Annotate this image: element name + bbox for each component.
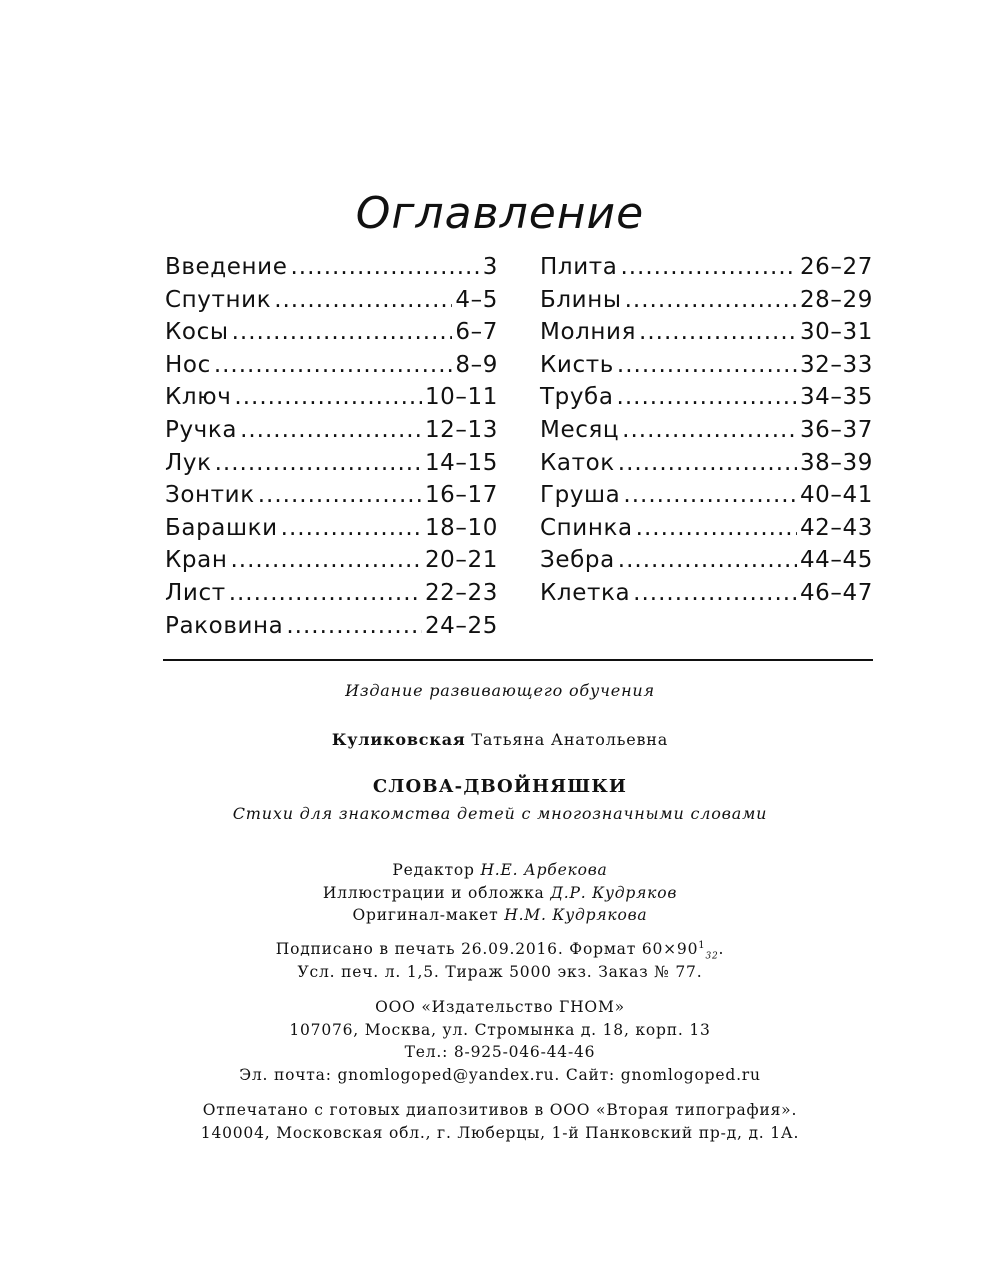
toc-entry-pages: 36–37 bbox=[799, 416, 873, 443]
toc-entry-label: Труба bbox=[540, 384, 614, 411]
toc-entry-label: Раковина bbox=[165, 612, 284, 639]
toc-dot-leader bbox=[639, 319, 797, 345]
book-subtitle: Стихи для знакомства детей с многозначными словами bbox=[232, 804, 768, 823]
toc-entry-pages: 8–9 bbox=[455, 351, 498, 378]
publisher-email-site: Эл. почта: gnomlogoped@yandex.ru. Сайт: gnomlogoped.ru bbox=[239, 1066, 761, 1084]
toc-entry-label: Нос bbox=[165, 351, 211, 378]
toc-entry-label: Лист bbox=[165, 579, 226, 606]
format-sup: 1 bbox=[698, 940, 706, 951]
divider-line bbox=[163, 659, 873, 661]
toc-entry-label: Кран bbox=[165, 547, 228, 574]
toc-entry-label: Введение bbox=[165, 254, 288, 280]
format-end: . bbox=[718, 940, 725, 959]
toc-dot-leader bbox=[623, 482, 797, 508]
toc-entry bbox=[540, 384, 873, 417]
toc-entry-pages: 42–43 bbox=[799, 514, 873, 541]
toc-entry bbox=[540, 482, 873, 515]
series-label: Издание развивающего обучения bbox=[345, 681, 655, 700]
editor-name: Н.Е. Арбекова bbox=[480, 861, 608, 879]
book-title: СЛОВА-ДВОЙНЯШКИ bbox=[372, 776, 628, 797]
toc-entry-label: Каток bbox=[540, 449, 615, 476]
toc-dot-leader bbox=[240, 417, 422, 443]
toc-entry-label: Лук bbox=[165, 449, 212, 476]
toc-dot-leader bbox=[625, 287, 797, 313]
toc-entry bbox=[165, 482, 498, 515]
toc-entry bbox=[165, 352, 498, 385]
toc-entry-label: Зебра bbox=[540, 547, 615, 574]
toc-entry bbox=[540, 319, 873, 352]
toc-dot-leader bbox=[290, 254, 479, 280]
toc-entry-pages: 16–17 bbox=[424, 482, 498, 509]
toc-entry bbox=[540, 547, 873, 580]
toc-entry-pages: 46–47 bbox=[799, 579, 873, 606]
printed-by: Отпечатано с готовых диапозитивов в ООО «Вторая типография». bbox=[202, 1101, 798, 1119]
toc-dot-leader bbox=[620, 254, 797, 280]
toc-dot-leader bbox=[214, 352, 453, 378]
signed-text: Подписано в печать 26.09.2016. Формат 60×90 bbox=[275, 940, 699, 959]
toc-entry bbox=[540, 515, 873, 548]
toc-entry-pages: 34–35 bbox=[799, 384, 873, 411]
toc-entry-pages: 24–25 bbox=[424, 612, 498, 639]
toc-entry-pages: 20–21 bbox=[424, 547, 498, 574]
toc-entry bbox=[165, 613, 498, 646]
toc-dot-leader bbox=[636, 515, 797, 541]
toc-dot-leader bbox=[274, 287, 452, 313]
toc-entry-pages: 22–23 bbox=[424, 579, 498, 606]
toc-entry-label: Клетка bbox=[540, 579, 631, 606]
print-line: Усл. печ. л. 1,5. Тираж 5000 экз. Заказ № 77. bbox=[297, 963, 703, 981]
illustrator-line bbox=[0, 884, 1000, 902]
toc-entry bbox=[540, 580, 873, 613]
illustrator-role: Иллюстрации и обложка bbox=[322, 884, 545, 902]
toc-dot-leader bbox=[617, 384, 797, 410]
toc-dot-leader bbox=[633, 580, 797, 606]
toc-entry-label: Зонтик bbox=[165, 482, 255, 509]
toc-entry-pages: 18–10 bbox=[424, 514, 498, 541]
editor-line bbox=[0, 861, 1000, 879]
author-name: Татьяна Анатольевна bbox=[471, 730, 669, 749]
toc-entry-pages: 28–29 bbox=[799, 286, 873, 313]
format-sub: 32 bbox=[705, 951, 719, 962]
toc-entry-label: Месяц bbox=[540, 416, 620, 443]
toc-entry bbox=[540, 450, 873, 483]
toc-entry bbox=[540, 417, 873, 450]
toc-dot-leader bbox=[232, 319, 453, 345]
toc-entry-pages: 12–13 bbox=[424, 416, 498, 443]
toc-entry-pages: 4–5 bbox=[455, 286, 498, 313]
toc-entry bbox=[165, 254, 498, 287]
toc-entry bbox=[165, 515, 498, 548]
toc-dot-leader bbox=[617, 352, 797, 378]
toc-dot-leader bbox=[286, 613, 422, 639]
toc-entry bbox=[165, 580, 498, 613]
toc-column-left bbox=[165, 254, 498, 645]
toc-entry-label: Ключ bbox=[165, 384, 232, 411]
toc-entry bbox=[165, 384, 498, 417]
toc-entry-label: Ручка bbox=[165, 416, 238, 443]
toc-entry-label: Груша bbox=[540, 482, 621, 509]
toc-column-right bbox=[540, 254, 873, 613]
toc-entry-label: Барашки bbox=[165, 514, 278, 541]
toc-entry-pages: 32–33 bbox=[799, 351, 873, 378]
toc-dot-leader bbox=[230, 547, 421, 573]
toc-entry-pages: 38–39 bbox=[799, 449, 873, 476]
illustrator-name: Д.Р. Кудряков bbox=[550, 884, 678, 902]
toc-dot-leader bbox=[258, 482, 422, 508]
toc-entry-label: Молния bbox=[540, 319, 637, 346]
toc-entry bbox=[165, 287, 498, 320]
toc-entry-label: Плита bbox=[540, 254, 618, 280]
toc-dot-leader bbox=[622, 417, 797, 443]
layout-name: Н.М. Кудрякова bbox=[504, 906, 648, 924]
toc-dot-leader bbox=[229, 580, 422, 606]
toc-entry-label: Блины bbox=[540, 286, 622, 313]
toc-entry-label: Косы bbox=[165, 319, 229, 346]
editor-role: Редактор bbox=[392, 861, 475, 879]
toc-dot-leader bbox=[215, 450, 422, 476]
toc-entry bbox=[165, 417, 498, 450]
toc-entry-pages: 10–11 bbox=[424, 384, 498, 411]
toc-entry-pages: 40–41 bbox=[799, 482, 873, 509]
author-surname: Куликовская bbox=[331, 730, 466, 749]
toc-entry-pages: 6–7 bbox=[455, 319, 498, 346]
toc-entry-pages: 30–31 bbox=[799, 319, 873, 346]
toc-entry-pages: 3 bbox=[482, 254, 498, 280]
publisher-name: ООО «Издательство ГНОМ» bbox=[375, 998, 625, 1016]
printer-address: 140004, Московская обл., г. Люберцы, 1-й Панковский пр-д, д. 1А. bbox=[200, 1124, 800, 1142]
toc-entry bbox=[165, 319, 498, 352]
toc-entry bbox=[165, 547, 498, 580]
toc-entry bbox=[540, 287, 873, 320]
toc-entry-pages: 44–45 bbox=[799, 547, 873, 574]
signed-line bbox=[0, 940, 1000, 961]
toc-entry-label: Кисть bbox=[540, 351, 614, 378]
toc-dot-leader bbox=[234, 384, 422, 410]
toc-title: Оглавление bbox=[355, 188, 645, 239]
toc-dot-leader bbox=[618, 450, 797, 476]
author-line bbox=[0, 730, 1000, 749]
toc-entry-label: Спинка bbox=[540, 514, 633, 541]
layout-role: Оригинал-макет bbox=[352, 906, 499, 924]
toc-dot-leader bbox=[281, 515, 422, 541]
toc-entry-label: Спутник bbox=[165, 286, 272, 313]
publisher-phone: Тел.: 8-925-046-44-46 bbox=[404, 1043, 596, 1061]
toc-entry-pages: 14–15 bbox=[424, 449, 498, 476]
toc-entry bbox=[540, 254, 873, 287]
publisher-address: 107076, Москва, ул. Стромынка д. 18, корп. 13 bbox=[289, 1021, 711, 1039]
toc-entry bbox=[540, 352, 873, 385]
toc-dot-leader bbox=[618, 547, 797, 573]
toc-entry-pages: 26–27 bbox=[799, 254, 873, 280]
toc-entry bbox=[165, 450, 498, 483]
layout-line bbox=[0, 906, 1000, 924]
